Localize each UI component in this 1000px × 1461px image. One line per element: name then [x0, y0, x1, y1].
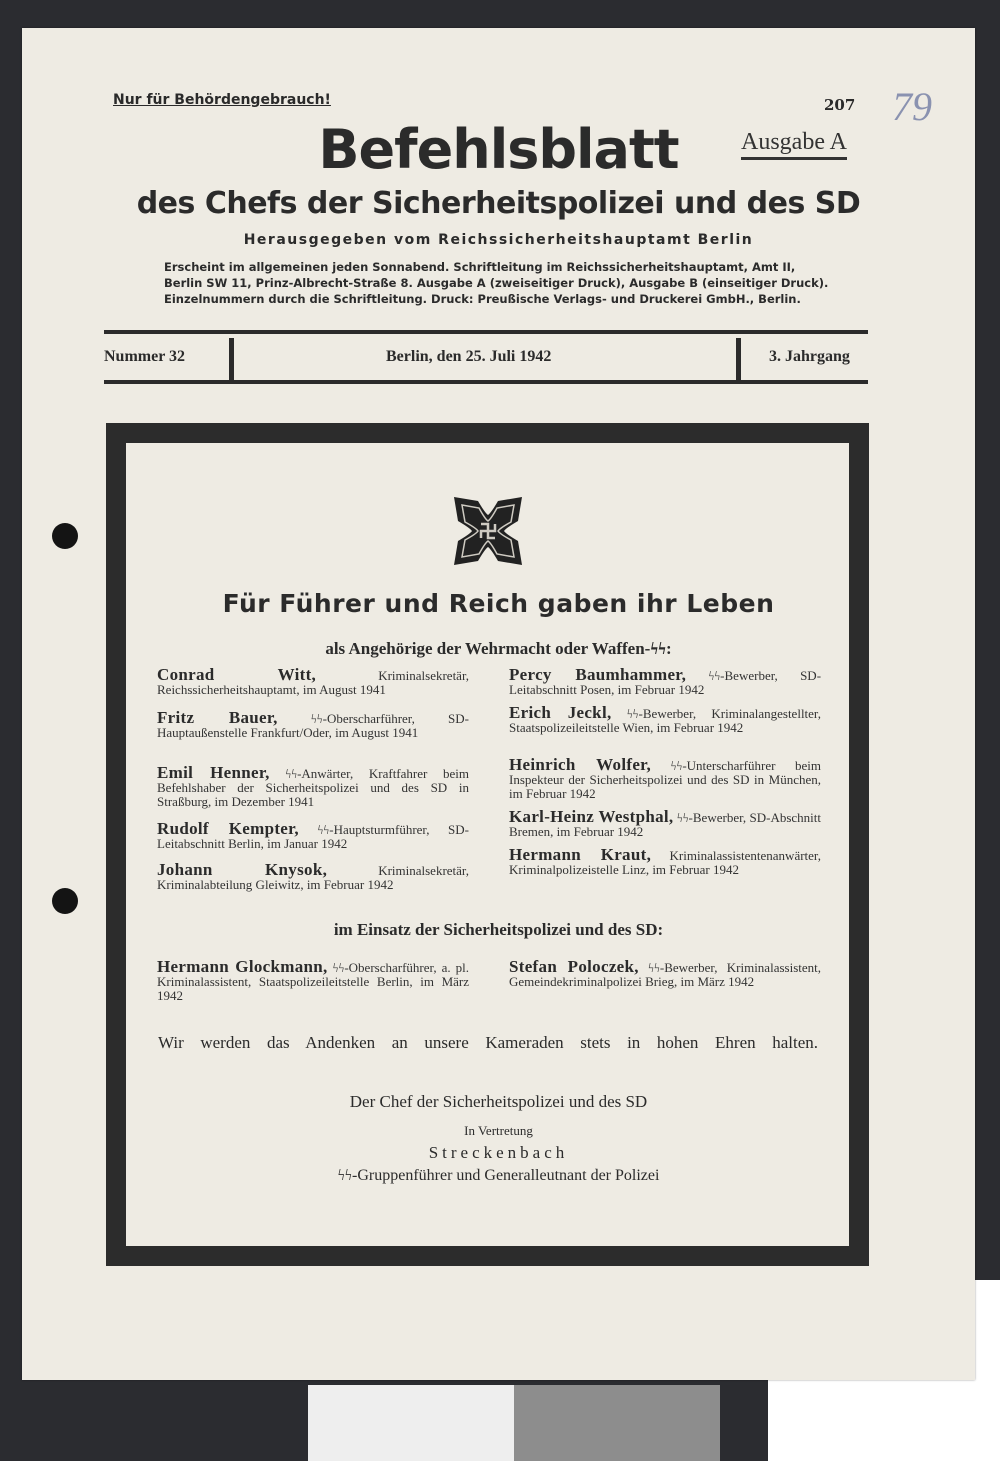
punch-hole-upper — [52, 523, 78, 549]
fallen-entry — [509, 845, 821, 877]
document-page — [22, 28, 975, 1380]
fallen-entry — [157, 819, 469, 851]
fallen-entry — [157, 957, 469, 1003]
issue-date: Berlin, den 25. Juli 1942 — [386, 348, 552, 365]
publication-info — [164, 259, 854, 307]
section-heading-sipo-sd: im Einsatz der Sicherheitspolizei und des SD: — [333, 920, 664, 939]
punch-hole-lower — [52, 888, 78, 914]
memorial-title: Für Führer und Reich gaben ihr Leben — [222, 589, 775, 618]
fallen-entry — [509, 665, 822, 697]
restriction-note: Nur für Behördengebrauch! — [113, 92, 331, 108]
entry-name: Erich Jeckl, — [509, 703, 612, 722]
info-line: Erscheint im allgemeinen jeden Sonnabend. Schriftleitung im Reichssicherheitshauptamt, Amt II, — [164, 260, 796, 274]
fallen-entry — [157, 763, 469, 809]
section-heading-wehrmacht: als Angehörige der Wehrmacht oder Waffen-ϟϟ: — [325, 639, 672, 658]
fallen-entry — [509, 957, 821, 989]
entry-name: Emil Henner, — [157, 763, 270, 782]
entry-desc: ϟϟ-Bewerber, SD-Abschnitt Bremen, im Februar 1942 — [509, 810, 821, 839]
divider-vertical-left — [229, 338, 234, 380]
entry-name: Percy Baumhammer, — [509, 665, 687, 684]
signature-rank: ϟϟ-Gruppenführer und Generalleutnant der Polizei — [337, 1167, 660, 1184]
handwritten-mark: 79 — [892, 84, 932, 129]
divider-top — [104, 330, 868, 334]
masthead-subtitle: des Chefs der Sicherheitspolizei und des SD — [136, 186, 861, 221]
closing-statement: Wir werden das Andenken an unsere Kameraden stets in hohen Ehren halten. — [158, 1033, 818, 1052]
signature-office: Der Chef der Sicherheitspolizei und des SD — [349, 1092, 648, 1111]
entry-name: Heinrich Wolfer, — [509, 755, 652, 774]
entry-desc: ϟϟ-Hauptsturmführer, SD-Leitabschnitt Berlin, im Januar 1942 — [157, 822, 469, 851]
entry-desc: ϟϟ-Oberscharführer, SD-Hauptaußenstelle Frankfurt/Oder, im August 1941 — [157, 711, 469, 740]
entry-name: Rudolf Kempter, — [157, 819, 299, 838]
entry-desc: ϟϟ-Anwärter, Kraftfahrer beim Befehlshaber der Sicherheitspolizei und des SD in Straßburg, im Dezember 1941 — [157, 766, 469, 809]
entry-name: Hermann Glockmann, — [157, 957, 328, 976]
entry-name: Hermann Kraut, — [509, 845, 652, 864]
entry-name: Johann Knysok, — [157, 860, 328, 879]
issue-number: Nummer 32 — [104, 348, 186, 365]
entry-desc: Kriminalsekretär, Kriminalabteilung Gleiwitz, im Februar 1942 — [157, 863, 469, 892]
fallen-entry — [509, 703, 821, 735]
masthead-title: Befehlsblatt — [318, 118, 679, 181]
entry-desc: Kriminalassistentenanwärter, Kriminalpolizeistelle Linz, im Februar 1942 — [509, 848, 821, 877]
entry-name: Conrad Witt, — [157, 665, 317, 684]
page-number: 207 — [824, 96, 856, 114]
signature-name: Streckenbach — [428, 1143, 569, 1162]
entry-desc: Kriminalsekretär, Reichssicherheitshauptamt, im August 1941 — [157, 668, 470, 697]
iron-cross-icon — [452, 495, 524, 567]
fallen-entry — [509, 755, 822, 801]
color-card-white — [308, 1385, 514, 1461]
signature-deputy: In Vertretung — [464, 1123, 533, 1138]
fallen-entry — [509, 807, 821, 839]
publisher-line: Herausgegeben vom Reichssicherheitshauptamt Berlin — [243, 232, 754, 248]
entry-desc: ϟϟ-Bewerber, Kriminalassistent, Gemeindekriminalpolizei Brieg, im März 1942 — [509, 960, 821, 989]
entry-desc: ϟϟ-Oberscharführer, a. pl. Kriminalassistent, Staatspolizeileitstelle Berlin, im März 1942 — [157, 960, 469, 1003]
entry-desc: ϟϟ-Unterscharführer beim Inspekteur der Sicherheitspolizei und des SD in München, im Februar 1942 — [509, 758, 822, 801]
entry-name: Karl-Heinz Westphal, — [509, 807, 674, 826]
fallen-entry — [157, 860, 469, 892]
divider-bottom — [104, 380, 868, 384]
fallen-entry — [157, 708, 469, 740]
entry-desc: ϟϟ-Bewerber, Kriminalangestellter, Staatspolizeileitstelle Wien, im Februar 1942 — [509, 706, 821, 735]
edition-label: Ausgabe A — [741, 129, 847, 160]
color-card-grey — [514, 1385, 720, 1461]
info-line: Berlin SW 11, Prinz-Albrecht-Straße 8. Ausgabe A (zweiseitiger Druck), Ausgabe B (einseitiger Druck). — [164, 276, 829, 290]
info-line: Einzelnummern durch die Schriftleitung. Druck: Preußische Verlags- und Druckerei GmbH., Berlin. — [164, 292, 801, 306]
divider-vertical-right — [736, 338, 741, 380]
issue-year: 3. Jahrgang — [769, 348, 850, 365]
entry-name: Stefan Poloczek, — [509, 957, 639, 976]
entry-name: Fritz Bauer, — [157, 708, 278, 727]
entry-desc: ϟϟ-Bewerber, SD-Leitabschnitt Posen, im Februar 1942 — [509, 668, 822, 697]
fallen-entry — [157, 665, 470, 697]
